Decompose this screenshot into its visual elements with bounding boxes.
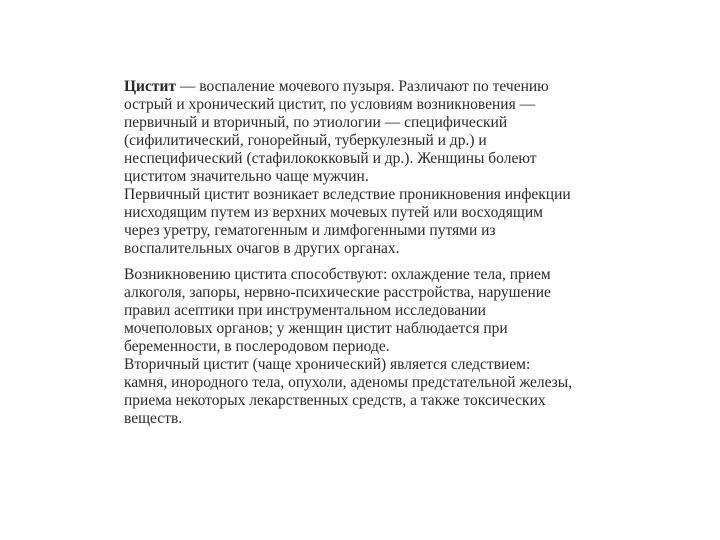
text-line: веществ. (124, 410, 183, 427)
text-line: воспалительных очагов в других органах. (124, 240, 400, 257)
text-line: Первичный цистит возникает вследствие проникновения инфекции (124, 186, 571, 203)
definition-text: — воспаление мочевого пузыря. Различают по течению (176, 78, 549, 95)
text-line: (сифилитический, гонорейный, туберкулезный и др.) и (124, 132, 487, 149)
text-line: алкоголя, запоры, нервно-психические расстройства, нарушение (124, 284, 551, 301)
term-cystitis: Цистит (124, 78, 177, 95)
text-line: первичный и вторичный, по этиологии — специфический (124, 114, 508, 131)
text-line (124, 78, 604, 96)
paragraph-gap (124, 258, 604, 266)
text-line: Возникновению цистита способствуют: охлаждение тела, прием (124, 266, 551, 283)
text-line: через уретру, гематогенным и лимфогенными путями из (124, 222, 496, 239)
text-line: нисходящим путем из верхних мочевых путей или восходящим (124, 204, 543, 221)
text-line: неспецифический (стафилококковый и др.). Женщины болеют (124, 150, 537, 167)
text-line: Вторичный цистит (чаще хронический) является следствием: (124, 356, 531, 373)
text-line: камня, инородного тела, опухоли, аденомы предстательной железы, (124, 374, 573, 391)
document-text (124, 78, 604, 428)
text-line: правил асептики при инструментальном исследовании (124, 302, 486, 319)
text-line: беременности, в послеродовом периоде. (124, 338, 390, 355)
text-line: приема некоторых лекарственных средств, а также токсических (124, 392, 546, 409)
text-line: мочеполовых органов; у женщин цистит наблюдается при (124, 320, 508, 337)
text-line: циститом значительно чаще мужчин. (124, 168, 369, 185)
text-line: острый и хронический цистит, по условиям возникновения — (124, 96, 536, 113)
